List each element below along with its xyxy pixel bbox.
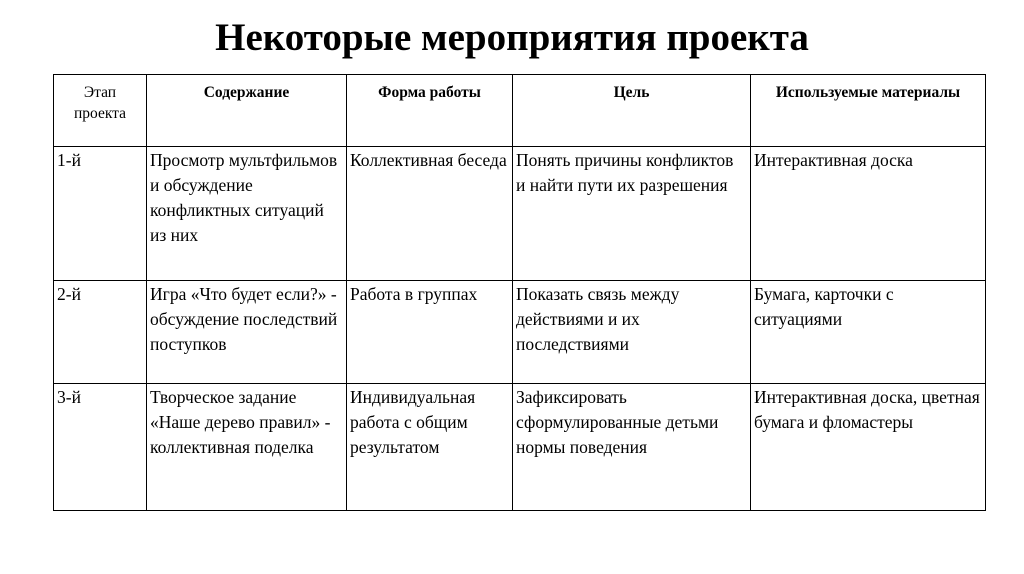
cell-goal: Показать связь между действиями и их последствиями	[513, 281, 751, 384]
page-title: Некоторые мероприятия проекта	[215, 16, 809, 59]
cell-form: Коллективная беседа	[347, 147, 513, 281]
cell-form: Индивидуальная работа с общим результатом	[347, 384, 513, 511]
header-content: Содержание	[147, 75, 347, 147]
cell-materials: Бумага, карточки с ситуациями	[751, 281, 986, 384]
header-goal: Цель	[513, 75, 751, 147]
table-header-row	[54, 75, 986, 147]
table-row	[54, 281, 986, 384]
table-row	[54, 147, 986, 281]
cell-materials: Интерактивная доска, цветная бумага и фломастеры	[751, 384, 986, 511]
cell-goal: Понять причины конфликтов и найти пути их разрешения	[513, 147, 751, 281]
cell-content: Творческое задание «Наше дерево правил» - коллективная поделка	[147, 384, 347, 511]
cell-materials: Интерактивная доска	[751, 147, 986, 281]
cell-content: Игра «Что будет если?» - обсуждение последствий поступков	[147, 281, 347, 384]
cell-form: Работа в группах	[347, 281, 513, 384]
cell-content: Просмотр мультфильмов и обсуждение конфликтных ситуаций из них	[147, 147, 347, 281]
table-row	[54, 384, 986, 511]
cell-stage: 3-й	[54, 384, 147, 511]
header-stage: Этап проекта	[54, 75, 147, 147]
project-activities-table	[53, 74, 986, 511]
header-form: Форма работы	[347, 75, 513, 147]
cell-stage: 2-й	[54, 281, 147, 384]
header-materials: Используемые материалы	[751, 75, 986, 147]
cell-stage: 1-й	[54, 147, 147, 281]
cell-goal: Зафиксировать сформулированные детьми нормы поведения	[513, 384, 751, 511]
